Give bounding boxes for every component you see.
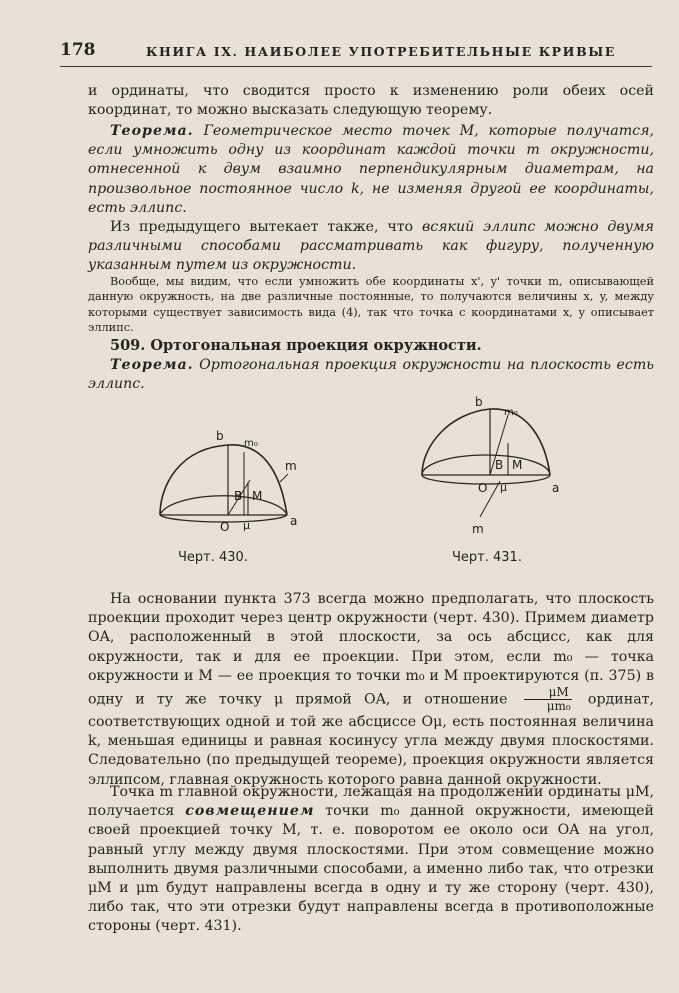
paragraph-continuation	[88, 82, 654, 120]
fraction-numerator: μM	[524, 686, 572, 700]
paragraph-4	[88, 590, 654, 790]
paragraph-5-start: Точка m главной окружности, лежащая на продолжении ординаты μM, получается	[88, 784, 654, 820]
figure-431-caption: Черт. 431.	[452, 550, 522, 565]
theorem-2-label: Теорема.	[110, 357, 194, 374]
fig430-label-B: B	[234, 489, 243, 503]
small-print-note	[88, 274, 654, 336]
theorem-1-text: Геометрическое место точек M, которые получатся, если умножить одну из координат каждой точки m окружности, отнесенной к двум взаимно перпендикулярным диаметрам, на произвольное постоянное число k, не изменяя другой ее координаты, есть эллипс.	[88, 123, 654, 216]
page-number: 178	[60, 40, 96, 60]
running-head: КНИГА IX. НАИБОЛЕЕ УПОТРЕБИТЕЛЬНЫЕ КРИВЫЕ	[146, 44, 616, 59]
fig431-label-M: M	[512, 458, 523, 472]
theorem-1	[88, 122, 654, 218]
fig431-label-a: a	[552, 481, 560, 495]
section-title: 509. Ортогональная проекция окружности.	[110, 337, 482, 354]
paragraph-5-end: точки m₀ данной окружности, имеющей своей проекцией точку M, т. е. поворотом ее около оси OA на угол, равный углу между двумя плоскостями. При этом совмещение можно выполнить двумя различными способами, а именно либо так, что отрезки μM и μm будут направлены всегда в одну и ту же сторону (черт. 430), либо так, что эти отрезки будут направлены всегда в противоположные стороны (черт. 431).	[88, 803, 654, 935]
fig431-label-m0: m₀	[504, 407, 518, 418]
fig430-label-m0: m₀	[244, 438, 258, 449]
fig431-label-m: m	[472, 522, 484, 536]
fig431-label-B: B	[495, 458, 504, 472]
fig431-label-O: O	[478, 481, 488, 495]
fraction-denominator: μm₀	[546, 699, 571, 714]
small-print-text: Вообще, мы видим, что если умножить обе координаты x', y' точки m, описывающей данную окружность, на две различные постоянные, то получаются величины x, y, между которыми существует зависимость вида (4), так что точка с координатами x, y описывает эллипс.	[88, 275, 654, 335]
paragraph-5-emphasis: совмещением	[185, 803, 315, 820]
paragraph-5	[88, 783, 654, 937]
fig430-label-m: m	[285, 459, 297, 473]
fig431-label-b: b	[475, 395, 483, 409]
page-header	[60, 40, 652, 67]
fig430-label-M: M	[252, 489, 263, 503]
ratio-fraction	[524, 686, 572, 713]
theorem-1-label: Теорема.	[110, 123, 194, 139]
figure-430-caption: Черт. 430.	[178, 550, 248, 565]
fig431-label-mu: μ	[500, 481, 507, 494]
figure-431-diagram	[400, 395, 580, 545]
fig430-label-a: a	[290, 514, 298, 528]
paragraph-3-start: Из предыдущего вытекает также, что	[110, 219, 422, 235]
paragraph-4-after-fraction: ординат, соответствующих одной и той же абсциссе Oμ, есть постоянная величина k, меньшая единицы и равная косинусу угла между двумя плоскостями. Следовательно (по предыдущей теореме), проекция окружности является эллипсом, главная окружность которого равна данной окружности.	[88, 691, 655, 788]
paragraph-1: и ординаты, что сводится просто к изменению роли обеих осей координат, то можно высказать следующую теорему.	[88, 83, 654, 119]
fig430-label-mu: μ	[243, 519, 250, 532]
paragraph-4-before-fraction: На основании пункта 373 всегда можно предполагать, что плоскость проекции проходит через центр окружности (черт. 430). Примем диаметр OA, расположенный в этой плоскости, за ось абсцисс, как для окружности, так и для ее проекции. При этом, если m₀ — точка окружности и M — ее проекция то точки m₀ и M проектируются (п. 375) в одну и ту же точку μ прямой OA, и отношение	[88, 591, 654, 708]
paragraph-3-italic: всякий эллипс можно двумя различными способами рассматривать как фигуру, полученную указанным путем из окружности.	[88, 219, 655, 274]
fig430-label-O: O	[220, 520, 230, 534]
section-509	[88, 336, 654, 395]
paragraph-3	[88, 218, 654, 276]
fig430-label-b: b	[216, 430, 224, 443]
theorem-2-text: Ортогональная проекция окружности на плоскость есть эллипс.	[88, 357, 655, 393]
figure-430-diagram	[140, 430, 320, 540]
